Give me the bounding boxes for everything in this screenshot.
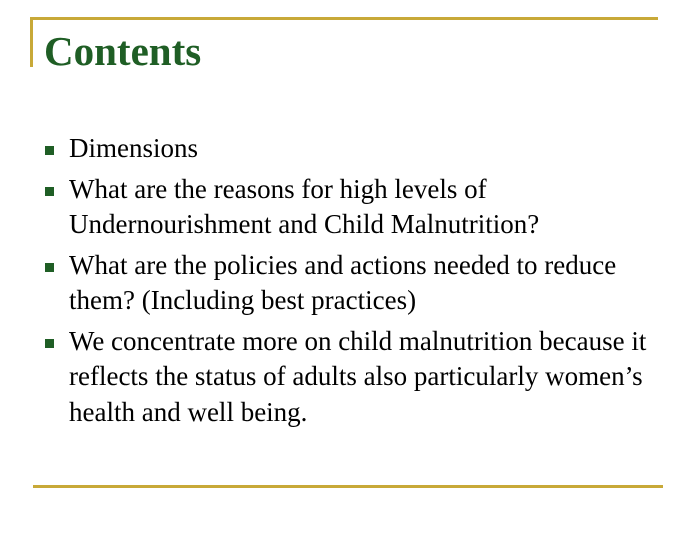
left-accent-rule — [30, 17, 33, 67]
square-bullet-icon — [45, 263, 54, 272]
bullet-text: Dimensions — [69, 133, 199, 163]
square-bullet-icon — [45, 187, 54, 196]
bullet-text: What are the reasons for high levels of Undernourishment and Child Malnutrition? — [69, 173, 540, 239]
bullet-text: What are the policies and actions needed to reduce them? (Including best practices) — [69, 249, 617, 315]
bottom-accent-rule — [33, 485, 663, 488]
bullet-item-policies — [40, 248, 650, 319]
bullet-item-reasons — [40, 172, 650, 243]
top-accent-rule — [30, 17, 658, 20]
square-bullet-icon — [45, 146, 54, 155]
bullet-list — [40, 131, 650, 435]
bullet-item-dimensions — [40, 131, 650, 167]
square-bullet-icon — [45, 339, 54, 348]
bullet-text: We concentrate more on child malnutrition because it reflects the status of adults also particularly women’s health and well being. — [69, 325, 647, 427]
slide-title: Contents — [44, 28, 202, 74]
bullet-item-child-malnutrition — [40, 324, 650, 431]
